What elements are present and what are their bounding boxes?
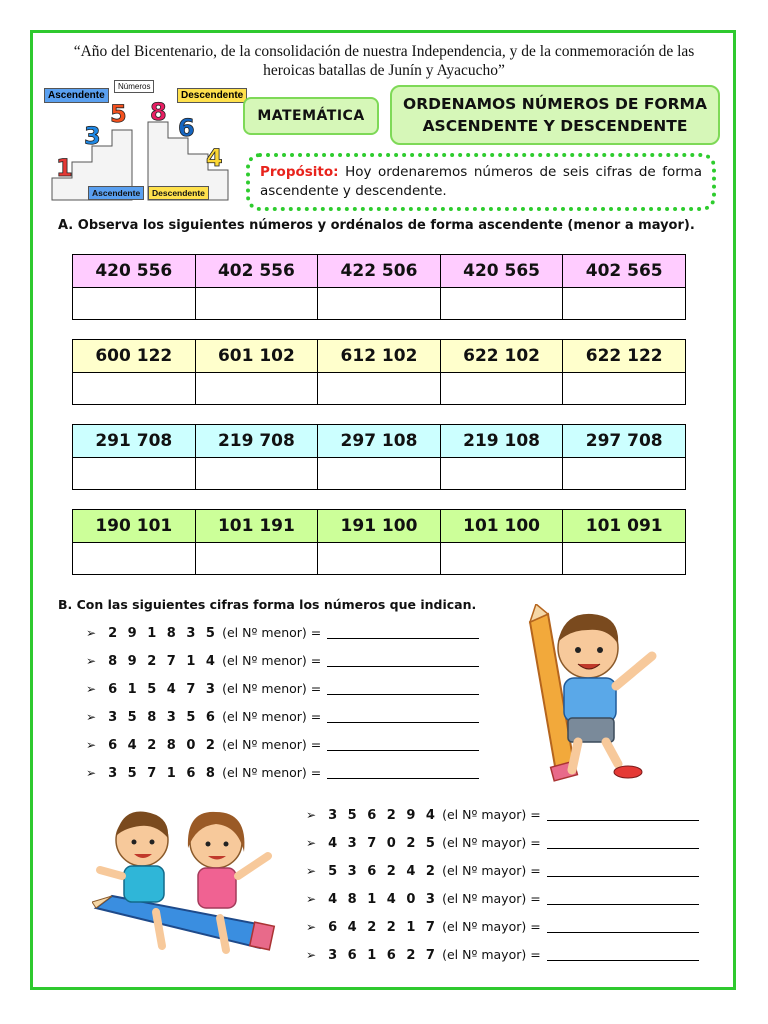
arrow-bullet-icon: ➢ — [86, 766, 97, 780]
numbers-row — [73, 340, 686, 373]
hint: (el Nº mayor) = — [442, 863, 541, 878]
menor-item — [86, 765, 479, 781]
digits: 6 4 2 8 0 2 — [108, 738, 218, 753]
arrow-bullet-icon: ➢ — [306, 836, 317, 850]
hint: (el Nº menor) = — [222, 681, 322, 696]
digits: 5 3 6 2 4 2 — [328, 864, 438, 879]
hint: (el Nº mayor) = — [442, 919, 541, 934]
answer-cell[interactable] — [73, 458, 196, 490]
answer-row — [73, 458, 686, 490]
digits: 6 4 2 2 1 7 — [328, 920, 438, 935]
answer-cell[interactable] — [73, 288, 196, 320]
answer-blank[interactable] — [547, 838, 699, 849]
arrow-bullet-icon: ➢ — [86, 682, 97, 696]
answer-row — [73, 288, 686, 320]
menor-item — [86, 737, 479, 753]
hint: (el Nº menor) = — [222, 625, 322, 640]
number-cell: 402 565 — [563, 255, 686, 288]
answer-row — [73, 543, 686, 575]
number-cell: 622 102 — [440, 340, 563, 373]
digit-4: 4 — [206, 144, 223, 172]
digit-8: 8 — [150, 98, 167, 126]
menor-item — [86, 709, 479, 725]
subject-badge: MATEMÁTICA — [243, 97, 379, 135]
stairs-illustration — [44, 82, 244, 206]
number-cell: 422 506 — [318, 255, 441, 288]
answer-cell[interactable] — [73, 373, 196, 405]
hint: (el Nº mayor) = — [442, 835, 541, 850]
section-a-instruction: A. Observa los siguientes números y ordénalos de forma ascendente (menor a mayor). — [58, 218, 695, 233]
hint: (el Nº mayor) = — [442, 807, 541, 822]
answer-cell[interactable] — [195, 288, 318, 320]
arrow-bullet-icon: ➢ — [306, 920, 317, 934]
order-table-2 — [72, 339, 686, 405]
mayor-item — [306, 835, 699, 851]
answer-blank[interactable] — [327, 740, 479, 751]
digits: 6 1 5 4 7 3 — [108, 682, 218, 697]
label-descendente-bottom: Descendente — [148, 186, 209, 200]
mayor-item — [306, 947, 699, 963]
title-line-2: ASCENDENTE Y DESCENDENTE — [422, 117, 688, 135]
page-title — [390, 85, 720, 145]
number-cell: 219 108 — [440, 425, 563, 458]
digit-6: 6 — [178, 114, 195, 142]
mayor-item — [306, 863, 699, 879]
menor-item — [86, 625, 479, 641]
answer-cell[interactable] — [563, 543, 686, 575]
arrow-bullet-icon: ➢ — [306, 808, 317, 822]
answer-cell[interactable] — [563, 458, 686, 490]
arrow-bullet-icon: ➢ — [86, 710, 97, 724]
order-table-1 — [72, 254, 686, 320]
hint: (el Nº menor) = — [222, 709, 322, 724]
order-table-3 — [72, 424, 686, 490]
answer-cell[interactable] — [195, 458, 318, 490]
section-b-instruction: B. Con las siguientes cifras forma los números que indican. — [58, 597, 477, 612]
title-line-1: ORDENAMOS NÚMEROS DE FORMA — [403, 95, 707, 113]
digits: 3 6 1 6 2 7 — [328, 948, 438, 963]
number-cell: 420 565 — [440, 255, 563, 288]
number-cell: 420 556 — [73, 255, 196, 288]
answer-blank[interactable] — [547, 810, 699, 821]
numbers-row — [73, 510, 686, 543]
number-cell: 101 091 — [563, 510, 686, 543]
label-numeros: Números — [114, 80, 154, 93]
answer-blank[interactable] — [327, 768, 479, 779]
number-cell: 101 100 — [440, 510, 563, 543]
arrow-bullet-icon: ➢ — [306, 864, 317, 878]
answer-cell[interactable] — [440, 543, 563, 575]
arrow-bullet-icon: ➢ — [86, 654, 97, 668]
digit-5: 5 — [110, 100, 127, 128]
digits: 3 5 7 1 6 8 — [108, 766, 218, 781]
number-cell: 297 108 — [318, 425, 441, 458]
purpose-label: Propósito: — [260, 164, 339, 180]
number-cell: 291 708 — [73, 425, 196, 458]
label-ascendente-top: Ascendente — [44, 88, 109, 103]
mayor-item — [306, 919, 699, 935]
number-cell: 601 102 — [195, 340, 318, 373]
menor-item — [86, 681, 479, 697]
numbers-row — [73, 255, 686, 288]
number-cell: 612 102 — [318, 340, 441, 373]
answer-cell[interactable] — [318, 288, 441, 320]
hint: (el Nº mayor) = — [442, 891, 541, 906]
label-ascendente-bottom: Ascendente — [88, 186, 144, 200]
mayor-item — [306, 807, 699, 823]
answer-cell[interactable] — [318, 458, 441, 490]
label-descendente-top: Descendente — [177, 88, 247, 103]
children-on-pencil-illustration — [92, 800, 278, 964]
number-cell: 219 708 — [195, 425, 318, 458]
purpose-box — [246, 153, 716, 211]
arrow-bullet-icon: ➢ — [306, 948, 317, 962]
answer-row — [73, 373, 686, 405]
answer-cell[interactable] — [440, 288, 563, 320]
number-cell: 101 191 — [195, 510, 318, 543]
motto: “Año del Bicentenario, de la consolidación de nuestra Independencia, y de la conmemoración de las heroicas batallas de Junín y Ayacucho” — [73, 43, 695, 79]
number-cell: 622 122 — [563, 340, 686, 373]
number-cell: 191 100 — [318, 510, 441, 543]
answer-blank[interactable] — [547, 950, 699, 961]
answer-cell[interactable] — [563, 373, 686, 405]
hint: (el Nº mayor) = — [442, 947, 541, 962]
answer-cell[interactable] — [318, 373, 441, 405]
answer-blank[interactable] — [547, 922, 699, 933]
arrow-bullet-icon: ➢ — [306, 892, 317, 906]
boy-with-pencil-illustration — [512, 604, 672, 790]
hint: (el Nº menor) = — [222, 765, 322, 780]
answer-cell[interactable] — [440, 458, 563, 490]
digits: 8 9 2 7 1 4 — [108, 654, 218, 669]
order-table-4 — [72, 509, 686, 575]
number-cell: 402 556 — [195, 255, 318, 288]
answer-blank[interactable] — [327, 712, 479, 723]
number-cell: 297 708 — [563, 425, 686, 458]
answer-cell[interactable] — [563, 288, 686, 320]
answer-cell[interactable] — [318, 543, 441, 575]
digit-1: 1 — [56, 154, 73, 182]
hint: (el Nº menor) = — [222, 737, 322, 752]
menor-item — [86, 653, 479, 669]
answer-blank[interactable] — [327, 656, 479, 667]
mayor-item — [306, 891, 699, 907]
answer-blank[interactable] — [327, 684, 479, 695]
answer-blank[interactable] — [547, 866, 699, 877]
answer-cell[interactable] — [73, 543, 196, 575]
digit-3: 3 — [84, 122, 101, 150]
hint: (el Nº menor) = — [222, 653, 322, 668]
digits: 4 3 7 0 2 5 — [328, 836, 438, 851]
digits: 2 9 1 8 3 5 — [108, 626, 218, 641]
purpose-text: Hoy ordenaremos números de seis cifras de forma ascendente y descendente. — [260, 164, 702, 199]
answer-blank[interactable] — [327, 628, 479, 639]
answer-cell[interactable] — [195, 543, 318, 575]
answer-blank[interactable] — [547, 894, 699, 905]
arrow-bullet-icon: ➢ — [86, 626, 97, 640]
numbers-row — [73, 425, 686, 458]
arrow-bullet-icon: ➢ — [86, 738, 97, 752]
digits: 4 8 1 4 0 3 — [328, 892, 438, 907]
answer-cell[interactable] — [195, 373, 318, 405]
number-cell: 600 122 — [73, 340, 196, 373]
digits: 3 5 8 3 5 6 — [108, 710, 218, 725]
digits: 3 5 6 2 9 4 — [328, 808, 438, 823]
answer-cell[interactable] — [440, 373, 563, 405]
number-cell: 190 101 — [73, 510, 196, 543]
